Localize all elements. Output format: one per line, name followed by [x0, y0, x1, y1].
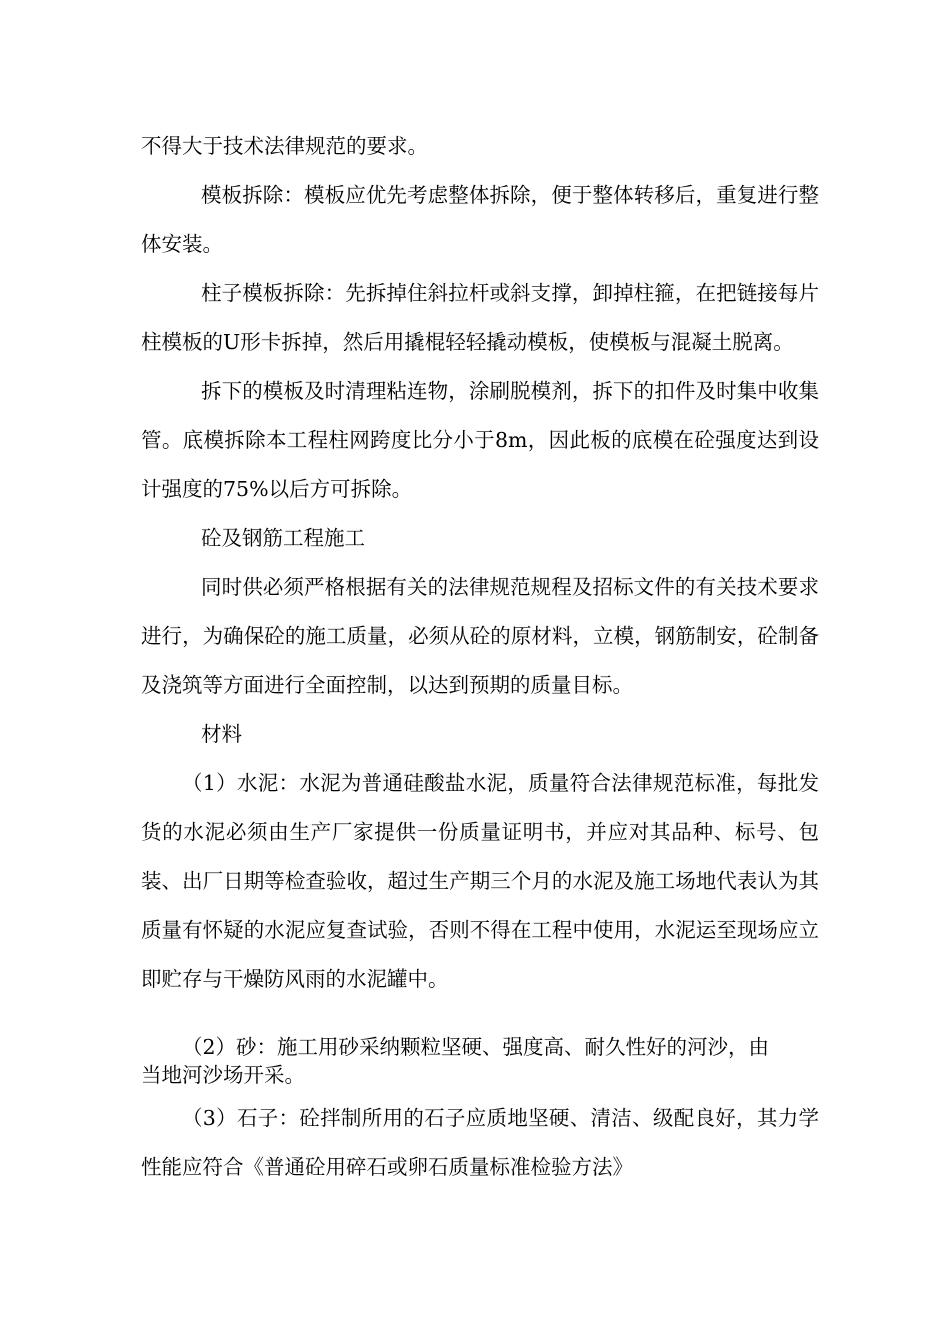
section-heading-materials: 材料 [201, 722, 242, 746]
section-heading-concrete-rebar: 砼及钢筋工程施工 [201, 526, 365, 550]
paragraph-column-formwork-removal: 柱子模板拆除：先拆掉住斜拉杆或斜支撑，卸掉柱箍，在把链接每片柱模板的U形卡拆掉，然后用撬棍轻轻撬动模板，使模板与混凝土脱离。 [141, 281, 819, 354]
paragraph-formwork-removal: 模板拆除：模板应优先考虑整体拆除，便于整体转移后，重复进行整体安装。 [141, 183, 819, 256]
paragraph-aggregate: （3）石子：砼拌制所用的石子应质地坚硬、清洁、级配良好，其力学性能应符合《普通砼用碎石或卵石质量标准检验方法》 [141, 1106, 819, 1179]
paragraph-quality-control: 同时供必须严格根据有关的法律规范规程及招标文件的有关技术要求进行，为确保砼的施工质量，必须从砼的原材料，立模，钢筋制安，砼制备及浇筑等方面进行全面控制，以达到预期的质量目标。 [141, 575, 819, 697]
paragraph-formwork-cleaning: 拆下的模板及时清理粘连物，涂刷脱模剂，拆下的扣件及时集中收集管。底模拆除本工程柱网跨度比分小于8m，因此板的底模在砼强度达到设计强度的75%以后方可拆除。 [141, 379, 819, 501]
paragraph-sand-line2: 当地河沙场开采。 [141, 1063, 305, 1087]
paragraph-cement: （1）水泥：水泥为普通硅酸盐水泥，质量符合法律规范标准，每批发货的水泥必须由生产厂家提供一份质量证明书，并应对其品种、标号、包装、出厂日期等检查验收，超过生产期三个月的水泥及施工场地代表认为其质量有怀疑的水泥应复查试验，否则不得在工程中使用，水泥运至现场应立即贮存与干燥防风雨的水泥罐中。 [141, 771, 819, 991]
paragraph-continuation: 不得大于技术法律规范的要求。 [141, 134, 428, 158]
paragraph-sand-line1: （2）砂：施工用砂采纳颗粒坚硬、强度高、耐久性好的河沙，由 [182, 1035, 770, 1059]
